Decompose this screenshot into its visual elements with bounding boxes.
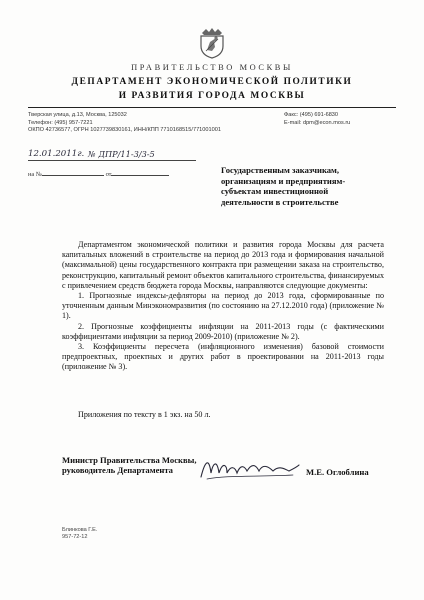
government-name: ПРАВИТЕЛЬСТВО МОСКВЫ xyxy=(131,63,293,72)
addressee-line: Государственным заказчикам, xyxy=(221,165,340,175)
reference-date-blank xyxy=(111,170,169,176)
reference-number-label: на № xyxy=(28,171,42,178)
body-intro-paragraph: Департаментом экономической политики и развития города Москвы для расчета капитальных вложений в строительстве на период до 2013 года и формирования начальной (максимальной) цены государственного контракта при размещении заказа на строительство, реконструкцию, капитальный ремонт объектов капитального строительства, финансируемых с привлечением средств бюджета города Москвы, направляются следующие документы: xyxy=(62,240,384,290)
reference-date-label: от xyxy=(105,171,112,178)
email-line: E-mail: dpm@econ.mos.ru xyxy=(284,119,351,126)
signatory-name: М.Е. Оглоблина xyxy=(306,467,369,477)
addressee-line: организациям и предприятиям- xyxy=(221,175,346,186)
address-line: Тверская улица, д.13, Москва, 125032 xyxy=(28,112,127,118)
reference-number-blank xyxy=(42,170,104,176)
signatory-title-line: руководитель Департамента xyxy=(62,465,173,476)
phone-line: Телефон: (495) 957-7221 xyxy=(28,119,93,126)
handwritten-signature xyxy=(197,453,302,481)
executor-name: Блинкова Г.Е. xyxy=(62,527,98,533)
executor-info xyxy=(62,527,97,542)
signatory-title xyxy=(62,455,196,476)
enclosure-note: Приложения по тексту в 1 экз. на 50 л. xyxy=(78,410,211,419)
department-address xyxy=(28,112,221,135)
fax-line: Факс: (495) 691-6830 xyxy=(284,112,339,118)
reference-line xyxy=(28,170,169,178)
letterhead-divider xyxy=(28,107,396,108)
codes-line: ОКПО 42736577, ОГРН 1027739830161, ИНН/КПП 7710168515/771001001 xyxy=(28,127,221,134)
signatory-title-line: Министр Правительства Москвы, xyxy=(62,455,197,465)
outgoing-registration xyxy=(28,150,198,162)
addressee-block xyxy=(221,165,401,207)
letter-body xyxy=(62,240,384,373)
department-contacts xyxy=(284,112,350,127)
body-item-2: 2. Прогнозные коэффициенты инфляции на 2011-2013 годы (с фактическими коэффициентами инфляции за период 2009-2010) (приложение № 2). xyxy=(62,321,384,341)
registration-line xyxy=(28,160,196,161)
addressee-line: субъектам инвестиционной xyxy=(221,186,329,197)
moscow-coat-of-arms-icon xyxy=(198,27,226,59)
department-name-line2: И РАЗВИТИЯ ГОРОДА МОСКВЫ xyxy=(118,91,306,101)
outgoing-number: № ДПР/11-3/3-5 xyxy=(88,149,155,159)
outgoing-date: 12.01.2011г. xyxy=(28,149,85,159)
department-name-line1: ДЕПАРТАМЕНТ ЭКОНОМИЧЕСКОЙ ПОЛИТИКИ xyxy=(71,77,353,87)
body-item-1: 1. Прогнозные индексы-дефляторы на период до 2013 года, сформированные по уточненным данным Минэкономразвития (по состоянию на 27.12.2010 года) (приложение № 1). xyxy=(62,291,384,321)
executor-phone: 957-72-12 xyxy=(62,534,88,541)
body-item-3: 3. Коэффициенты пересчета (инфляционного изменения) базовой стоимости предпроектных, проектных и других работ в проектировании на 2011-2013 годы (приложение № 3). xyxy=(62,342,384,372)
addressee-line: деятельности в строительстве xyxy=(221,196,339,207)
